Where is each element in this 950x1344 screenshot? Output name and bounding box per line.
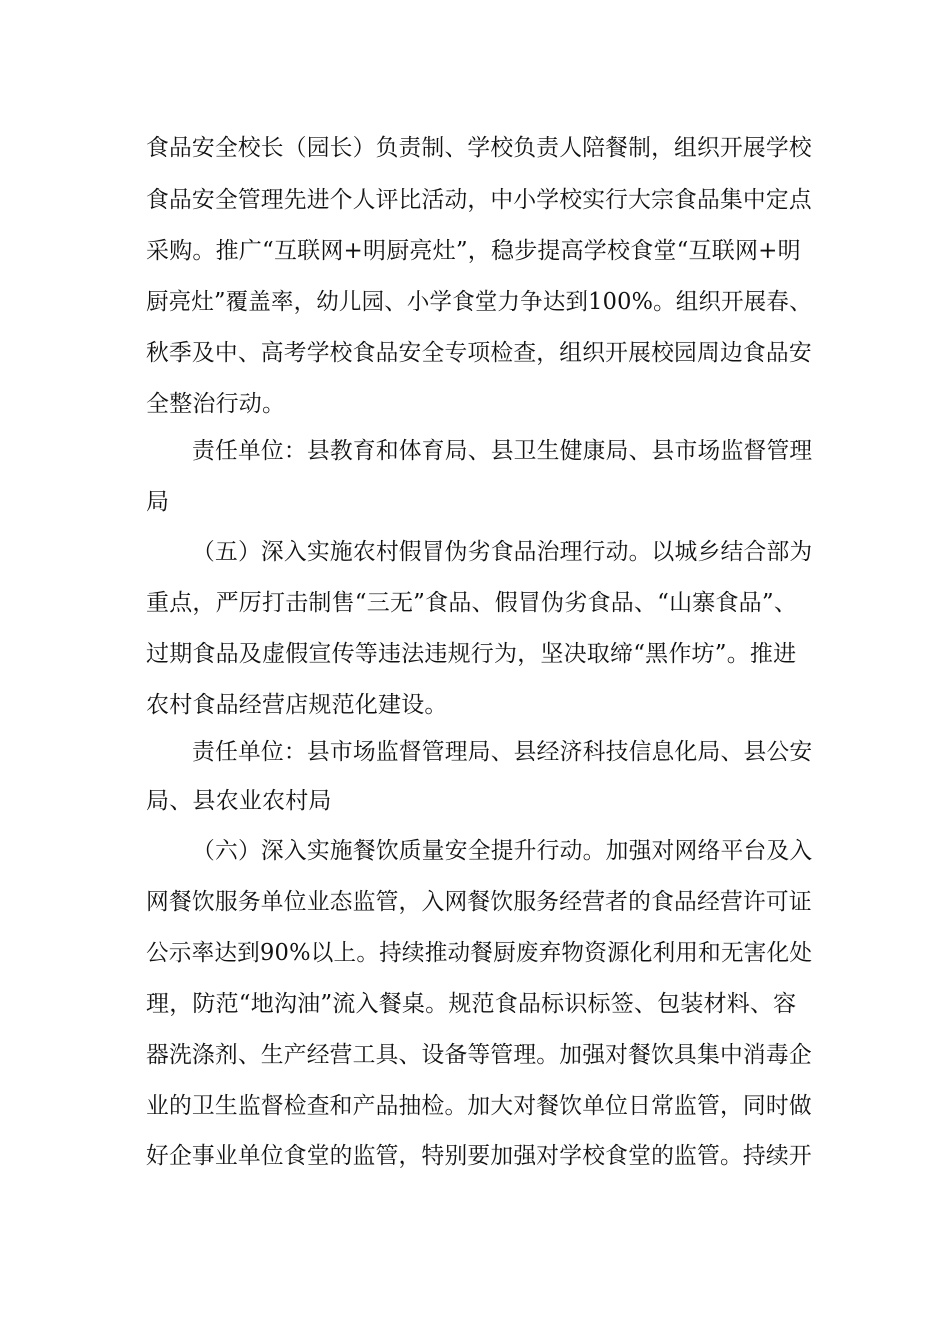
text-line: 重点，严厉打击制售“三无”食品、假冒伪劣食品、“山寨食品”、 bbox=[146, 590, 798, 616]
text-line: 责任单位：县市场监督管理局、县经济科技信息化局、县公安 bbox=[192, 739, 813, 765]
text-line: 局 bbox=[146, 489, 170, 515]
text-line: 业的卫生监督检查和产品抽检。加大对餐饮单位日常监管，同时做 bbox=[146, 1093, 812, 1119]
text-line: 好企事业单位食堂的监管，特别要加强对学校食堂的监管。持续开 bbox=[146, 1143, 812, 1169]
text-line: 农村食品经营店规范化建设。 bbox=[146, 692, 448, 718]
text-line: 局、县农业农村局 bbox=[146, 788, 332, 814]
text-line: 厨亮灶”覆盖率，幼儿园、小学食堂力争达到100%。组织开展春、 bbox=[146, 289, 812, 315]
text-line: 秋季及中、高考学校食品安全专项检查，组织开展校园周边食品安 bbox=[146, 340, 812, 366]
text-line: 理，防范“地沟油”流入餐桌。规范食品标识标签、包装材料、容 bbox=[146, 991, 797, 1017]
text-line: （六）深入实施餐饮质量安全提升行动。加强对网络平台及入 bbox=[192, 838, 813, 864]
text-line: 全整治行动。 bbox=[146, 391, 286, 417]
text-line: 过期食品及虚假宣传等违法违规行为，坚决取缔“黑作坊”。推进 bbox=[146, 641, 797, 667]
text-line: （五）深入实施农村假冒伪劣食品治理行动。以城乡结合部为 bbox=[192, 539, 813, 565]
text-line: 食品安全校长（园长）负责制、学校负责人陪餐制，组织开展学校 bbox=[146, 135, 812, 161]
text-line: 责任单位：县教育和体育局、县卫生健康局、县市场监督管理 bbox=[192, 438, 813, 464]
text-line: 采购。推广“互联网+明厨亮灶”，稳步提高学校食堂“互联网+明 bbox=[146, 238, 801, 264]
text-line: 网餐饮服务单位业态监管，入网餐饮服务经营者的食品经营许可证 bbox=[146, 889, 812, 915]
text-line: 食品安全管理先进个人评比活动，中小学校实行大宗食品集中定点 bbox=[146, 187, 812, 213]
text-line: 器洗涤剂、生产经营工具、设备等管理。加强对餐饮具集中消毒企 bbox=[146, 1042, 812, 1068]
text-line: 公示率达到90%以上。持续推动餐厨废弃物资源化利用和无害化处 bbox=[146, 940, 813, 966]
